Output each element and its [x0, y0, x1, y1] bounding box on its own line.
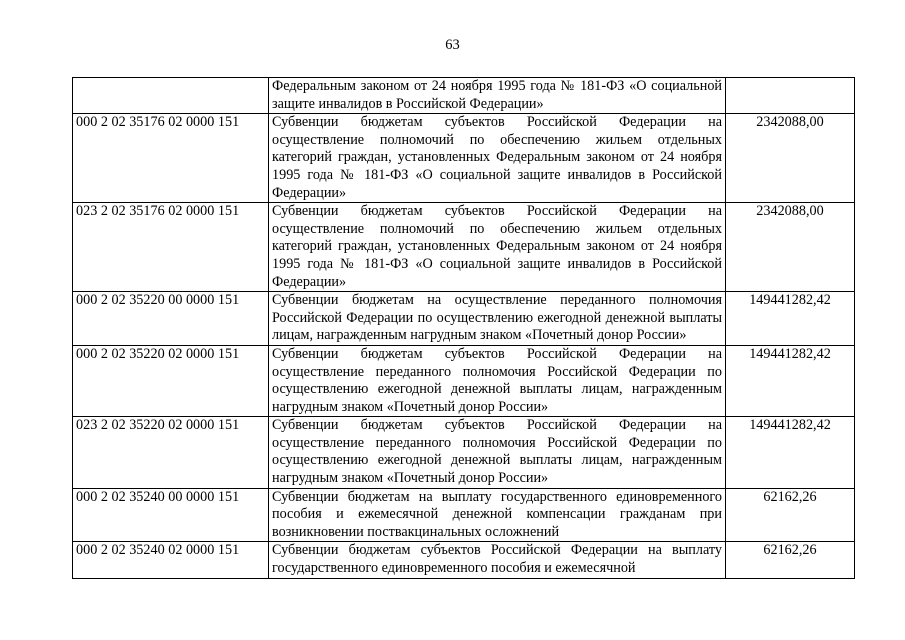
amount-cell: 62162,26 — [726, 488, 855, 542]
description-cell: Субвенции бюджетам субъектов Российской Федерации на выплату государственного единовременного пособия и ежемесячной — [269, 542, 726, 578]
description-cell: Субвенции бюджетам на выплату государственного единовременного пособия и ежемесячной денежной компенсации гражданам при возникновении поствакцинальных осложнений — [269, 488, 726, 542]
description-cell: Субвенции бюджетам субъектов Российской Федерации на осуществление переданного полномочия Российской Федерации по осуществлению ежегодной денежной выплаты лицам, награжденным нагрудным знаком «Почетный донор России» — [269, 417, 726, 488]
amount-cell: 2342088,00 — [726, 203, 855, 292]
budget-code-cell: 000 2 02 35176 02 0000 151 — [73, 114, 269, 203]
description-cell: Субвенции бюджетам на осуществление переданного полномочия Российской Федерации по осуществлению ежегодной денежной выплаты лицам, награжденным нагрудным знаком «Почетный донор России» — [269, 292, 726, 346]
amount-cell: 149441282,42 — [726, 417, 855, 488]
budget-revenue-table — [72, 77, 855, 579]
amount-cell: 149441282,42 — [726, 292, 855, 346]
table-row — [73, 488, 855, 542]
table-row — [73, 292, 855, 346]
description-cell: Субвенции бюджетам субъектов Российской Федерации на осуществление полномочий по обеспечению жильем отдельных категорий граждан, установленных Федеральным законом от 24 ноября 1995 года № 181-ФЗ «О социальной защите инвалидов в Российской Федерации» — [269, 114, 726, 203]
amount-cell: 149441282,42 — [726, 345, 855, 416]
table-row — [73, 78, 855, 114]
table-row — [73, 417, 855, 488]
amount-cell — [726, 78, 855, 114]
table-row — [73, 114, 855, 203]
budget-code-cell — [73, 78, 269, 114]
description-cell: Федеральным законом от 24 ноября 1995 года № 181-ФЗ «О социальной защите инвалидов в Российской Федерации» — [269, 78, 726, 114]
table-row — [73, 345, 855, 416]
budget-code-cell: 000 2 02 35220 00 0000 151 — [73, 292, 269, 346]
table-row — [73, 203, 855, 292]
amount-cell: 62162,26 — [726, 542, 855, 578]
budget-code-cell: 000 2 02 35240 00 0000 151 — [73, 488, 269, 542]
amount-cell: 2342088,00 — [726, 114, 855, 203]
budget-code-cell: 023 2 02 35176 02 0000 151 — [73, 203, 269, 292]
description-cell: Субвенции бюджетам субъектов Российской Федерации на осуществление полномочий по обеспечению жильем отдельных категорий граждан, установленных Федеральным законом от 24 ноября 1995 года № 181-ФЗ «О социальной защите инвалидов в Российской Федерации» — [269, 203, 726, 292]
budget-code-cell: 023 2 02 35220 02 0000 151 — [73, 417, 269, 488]
description-cell: Субвенции бюджетам субъектов Российской Федерации на осуществление переданного полномочия Российской Федерации по осуществлению ежегодной денежной выплаты лицам, награжденным нагрудным знаком «Почетный донор России» — [269, 345, 726, 416]
budget-code-cell: 000 2 02 35220 02 0000 151 — [73, 345, 269, 416]
page-number: 63 — [445, 37, 460, 53]
budget-code-cell: 000 2 02 35240 02 0000 151 — [73, 542, 269, 578]
table-row — [73, 542, 855, 578]
